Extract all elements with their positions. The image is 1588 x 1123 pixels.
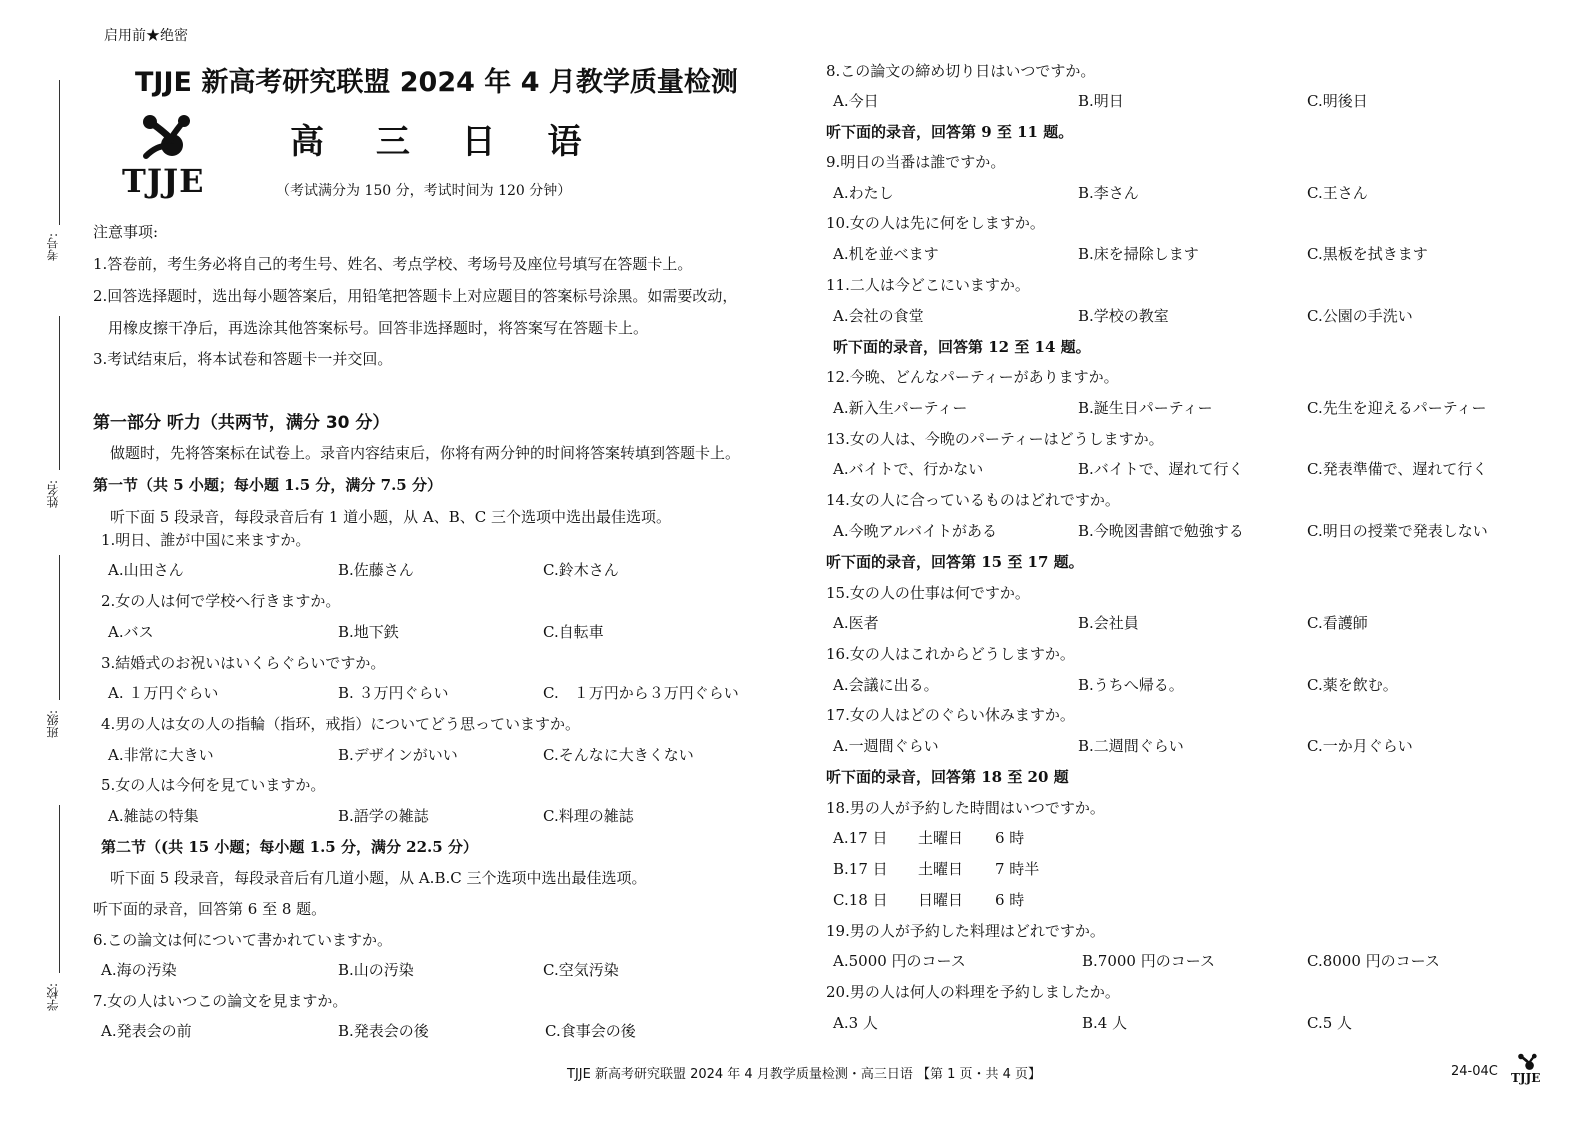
option-a: A.わたし [833, 184, 894, 202]
option-c: C.そんなに大きくない [543, 746, 694, 764]
side-label-school: 学校: [46, 983, 60, 1012]
side-label-class: 班级: [46, 710, 60, 739]
option-c: C.公園の手洗い [1307, 307, 1413, 325]
question-1: 1.明日、誰が中国に来ますか。 [101, 531, 311, 549]
part1-intro: 做题时，先将答案标在试卷上。录音内容结束后，你将有两分钟的时间将答案转填到答题卡上。 [110, 444, 741, 462]
notice-item-2: 2.回答选择题时，选出每小题答案后，用铅笔把答题卡上对应题目的答案标号涂黑。如需要改动， [93, 287, 738, 305]
question-13: 13.女の人は、今晩のパーティーはどうしますか。 [826, 430, 1164, 448]
option-b: B.二週間ぐらい [1078, 737, 1184, 755]
option-a: A.一週間ぐらい [833, 737, 939, 755]
option-a: A.会議に出る。 [833, 676, 939, 694]
notice-item-2-cont: 用橡皮擦干净后，再选涂其他答案标号。回答非选择题时，将答案写在答题卡上。 [108, 319, 649, 337]
group-12-14: 听下面的录音，回答第 12 至 14 题。 [833, 338, 1091, 356]
option-c: C.薬を飲む。 [1307, 676, 1398, 694]
option-b: B.発表会の後 [338, 1022, 429, 1040]
group-15-17: 听下面的录音，回答第 15 至 17 题。 [826, 553, 1084, 571]
footer-logo-text: TJJE [1511, 1071, 1541, 1085]
option-a: A.医者 [833, 614, 879, 632]
option-b: B.7000 円のコース [1082, 952, 1215, 970]
logo-text: TJJE [122, 162, 205, 200]
binding-line-1 [59, 80, 60, 225]
subject-title: 高 三 日 语 [290, 122, 582, 162]
notice-heading: 注意事项: [93, 223, 159, 241]
question-11: 11.二人は今どこにいますか。 [826, 276, 1030, 294]
option-c: C.明日の授業で発表しない [1307, 522, 1488, 540]
option-a: A.新入生パーティー [833, 399, 968, 417]
option-a: A.バス [108, 623, 154, 641]
option-c: C.空気汚染 [543, 961, 619, 979]
option-a: A.雑誌の特集 [108, 807, 199, 825]
option-b: B.明日 [1078, 92, 1124, 110]
question-18: 18.男の人が予約した時間はいつですか。 [826, 799, 1105, 817]
option-weekday: 日曜日 [918, 891, 964, 909]
option-c: C. １万円から３万円ぐらい [543, 684, 739, 702]
option-a: A.5000 円のコース [833, 952, 966, 970]
question-7: 7.女の人はいつこの論文を見ますか。 [93, 992, 348, 1010]
option-c: C.鈴木さん [543, 561, 619, 579]
question-20: 20.男の人は何人の料理を予約しましたか。 [826, 983, 1120, 1001]
question-6: 6.この論文は何について書かれていますか。 [93, 931, 393, 949]
option-date: B.17 日 [833, 860, 888, 878]
option-c: C.明後日 [1307, 92, 1368, 110]
option-time: 6 時 [995, 829, 1025, 847]
option-b: B.李さん [1078, 184, 1139, 202]
notice-item-1: 1.答卷前，考生务必将自己的考生号、姓名、考点学校、考场号及座位号填写在答题卡上。 [93, 255, 693, 273]
option-c: C.王さん [1307, 184, 1368, 202]
question-19: 19.男の人が予約した料理はどれですか。 [826, 922, 1105, 940]
section2-title: 第二节（(共 15 小题；每小题 1.5 分，满分 22.5 分） [101, 838, 478, 856]
option-c: C.先生を迎えるパーティー [1307, 399, 1487, 417]
option-c: C.一か月ぐらい [1307, 737, 1413, 755]
logo-mark-icon [140, 112, 196, 160]
option-c: C.看護師 [1307, 614, 1368, 632]
side-label-name: 姓名: [46, 480, 60, 509]
group-18-20: 听下面的录音，回答第 18 至 20 题 [826, 768, 1069, 786]
option-b: B.語学の雑誌 [338, 807, 429, 825]
option-c: C.黒板を拭きます [1307, 245, 1428, 263]
option-b: B.山の汚染 [338, 961, 414, 979]
question-4: 4.男の人は女の人の指輪（指环，戒指）についてどう思っていますか。 [101, 715, 581, 733]
logo-mark-icon [1517, 1052, 1539, 1072]
option-date: C.18 日 [833, 891, 888, 909]
option-c: C.発表準備で、遅れて行く [1307, 460, 1488, 478]
option-b: B.会社員 [1078, 614, 1139, 632]
option-c: C.自転車 [543, 623, 604, 641]
exam-info: （考试满分为 150 分，考试时间为 120 分钟） [276, 183, 572, 199]
option-weekday: 土曜日 [918, 860, 964, 878]
option-a: A.バイトで、行かない [833, 460, 984, 478]
option-b: B.佐藤さん [338, 561, 414, 579]
option-b: B.今晩図書館で勉強する [1078, 522, 1244, 540]
binding-line-2 [59, 316, 60, 470]
option-a: A.発表会の前 [101, 1022, 192, 1040]
question-5: 5.女の人は今何を見ていますか。 [101, 776, 326, 794]
question-12: 12.今晩、どんなパーティーがありますか。 [826, 368, 1119, 386]
option-weekday: 土曜日 [918, 829, 964, 847]
question-17: 17.女の人はどのぐらい休みますか。 [826, 706, 1075, 724]
option-time: 6 時 [995, 891, 1025, 909]
option-c: C.食事会の後 [545, 1022, 636, 1040]
binding-line-4 [59, 805, 60, 973]
option-c: C.8000 円のコース [1307, 952, 1440, 970]
option-a: A.非常に大きい [108, 746, 214, 764]
group-9-11: 听下面的录音，回答第 9 至 11 题。 [826, 123, 1074, 141]
tjje-logo [118, 112, 218, 202]
question-10: 10.女の人は先に何をしますか。 [826, 214, 1045, 232]
option-b: B.学校の教室 [1078, 307, 1169, 325]
option-b: B.バイトで、遅れて行く [1078, 460, 1244, 478]
option-a: A.今晩アルバイトがある [833, 522, 997, 540]
question-2: 2.女の人は何で学校へ行きますか。 [101, 592, 341, 610]
question-16: 16.女の人はこれからどうしますか。 [826, 645, 1075, 663]
paper-code: 24-04C [1451, 1064, 1498, 1079]
option-c: C.料理の雑誌 [543, 807, 634, 825]
binding-line-3 [59, 555, 60, 700]
section1-intro: 听下面 5 段录音，每段录音后有 1 道小题，从 A、B、C 三个选项中选出最佳选项。 [110, 508, 672, 526]
option-date: A.17 日 [833, 829, 888, 847]
option-time: 7 時半 [995, 860, 1040, 878]
option-b: B.うちへ帰る。 [1078, 676, 1184, 694]
option-b: B.地下鉄 [338, 623, 399, 641]
option-a: A.海の汚染 [101, 961, 177, 979]
question-3: 3.結婚式のお祝いはいくらぐらいですか。 [101, 654, 386, 672]
question-9: 9.明日の当番は誰ですか。 [826, 153, 1006, 171]
option-a: A. １万円ぐらい [108, 684, 219, 702]
option-b: B. ３万円ぐらい [338, 684, 449, 702]
option-b: B.4 人 [1082, 1014, 1128, 1032]
question-8: 8.この論文の締め切り日はいつですか。 [826, 62, 1096, 80]
side-label-kaohao: 考号: [46, 233, 60, 262]
option-b: B.誕生日パーティー [1078, 399, 1213, 417]
question-15: 15.女の人の仕事は何ですか。 [826, 584, 1030, 602]
section1-title: 第一节（共 5 小题；每小题 1.5 分，满分 7.5 分） [93, 476, 442, 494]
part1-title: 第一部分 听力（共两节，满分 30 分） [93, 413, 390, 433]
option-a: A.山田さん [108, 561, 184, 579]
option-a: A.机を並べます [833, 245, 939, 263]
secret-mark: 启用前★绝密 [104, 28, 188, 44]
footer-logo [1508, 1052, 1548, 1092]
option-b: B.床を掃除します [1078, 245, 1199, 263]
question-14: 14.女の人に合っているものはどれですか。 [826, 491, 1120, 509]
option-a: A.会社の食堂 [833, 307, 924, 325]
notice-item-3: 3.考试结束后，将本试卷和答题卡一并交回。 [93, 350, 393, 368]
section2-group-1: 听下面的录音，回答第 6 至 8 题。 [93, 900, 327, 918]
option-c: C.5 人 [1307, 1014, 1353, 1032]
option-b: B.デザインがいい [338, 746, 458, 764]
section2-intro: 听下面 5 段录音，每段录音后有几道小题，从 A.B.C 三个选项中选出最佳选项。 [110, 869, 647, 887]
main-title: TJJE 新高考研究联盟 2024 年 4 月教学质量检测 [135, 67, 738, 98]
option-a: A.今日 [833, 92, 879, 110]
page-footer: TJJE 新高考研究联盟 2024 年 4 月教学质量检测・高三日语 【第 1 页・共 4 页】 [567, 1067, 1042, 1082]
option-a: A.3 人 [833, 1014, 878, 1032]
